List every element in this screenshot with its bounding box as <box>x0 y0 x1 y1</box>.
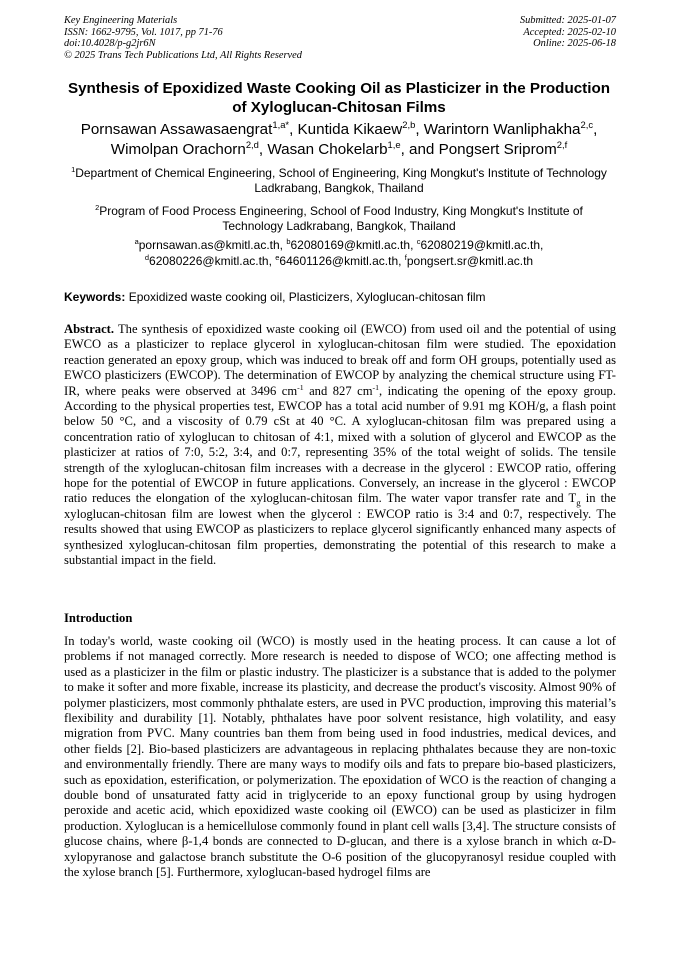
author-name: Kuntida Kikaew <box>297 121 403 138</box>
affiliation-2-marker: 2 <box>95 203 100 212</box>
introduction-text: In today's world, waste cooking oil (WCO) is mostly used in the heating process. It can cause a lot of problems if not managed correctly. More research is needed to dispose of WCO; one affecting method is used as a plasticizer in the film or plastic industry. The plasticizer is a substance that is added to the polymer to make it softer and more fixable, increase its plasticity, and decrease the product's viscosity. Almost 90% of polymer plasticizers, most commonly phthalate esters, are used in PVC production, improving this material’s flexibility and durability [1]. Notably, phthalates have poor solvent resistance, high volatility, and easy migration from PVC. Many countries ban them from being used in food industries, medical devices, and other fields [2]. Bio-based plasticizers are advantageous in replacing phthalates because they are non-toxic and environmentally friendly. There are many ways to modify oils and fats to prepare bio-based plasticizers, such as epoxidation, esterification, or polymerization. The epoxidation of WCO is the reaction of changing a double bond of unsaturated fatty acid in triglyceride to an epoxy functional group by using hydrogen peroxide and acetic acid, which epoxidized waste cooking oil (EWCO) can be used as plasticizer in film production. Xyloglucan is a hemicellulose commonly found in plant cell walls [3,4]. The structure consists of glucose chains, where β-1,4 bonds are connected to D-glucan, and there is a xylose branch in which α-D-xylopyranose and galactose branch substitute the O-6 position of the glucopyranosyl residue coupled with the xylose branch [5]. Furthermore, xyloglucan-based hydrogel films are <box>64 634 616 880</box>
affiliation-1-marker: 1 <box>71 165 76 174</box>
email-address[interactable]: 64601126@kmitl.ac.th <box>279 253 399 268</box>
email-address[interactable]: pornsawan.as@kmitl.ac.th <box>138 238 280 252</box>
copyright-line: © 2025 Trans Tech Publications Ltd, All Rights Reserved <box>64 49 302 61</box>
author-separator: , <box>258 141 268 158</box>
author-affiliation-marker: 2,c <box>580 118 594 130</box>
author-affiliation-marker: 2,f <box>556 138 568 150</box>
email-marker: b <box>286 237 291 246</box>
email-address[interactable]: 62080169@kmitl.ac.th <box>290 238 411 252</box>
author-name: Pornsawan Assawasaengrat <box>80 121 273 138</box>
doi-line: doi:10.4028/p-g2jr6N <box>64 38 156 50</box>
author-list <box>40 120 638 160</box>
email-address[interactable]: 62080219@kmitl.ac.th <box>420 238 541 252</box>
abstract-text-3: , indicating the opening of the epoxy group. According to the physical properties test, EWCOP has a total acid number of 9.91 mg KOH/g, a flash point below 50 °C, and a viscosity of 0.79 cSt at 40 °C. A xyloglucan-chitosan film was prepared using a concentration ratio of xyloglucan to chitosan of 4:1, mixed with a solution of glycerol and EWCOP as the plasticizer at ratios of 7:0, 5:2, 3:4, and 0:7, representing 35% of the total weight of solids. The tensile strength of the xyloglucan-chitosan film increases with a decrease in the glycerol : EWCOP ratio, offering hope for the potential of EWCOP in future applications. Conversely, an increase in the glycerol : EWCOP ratio reduces the elongation of the xyloglucan-chitosan film. The water vapor transfer rate and T <box>64 383 616 506</box>
email-marker: f <box>404 252 407 262</box>
email-address[interactable]: 62080226@kmitl.ac.th <box>149 253 269 268</box>
author-name: Wasan Chokelarb <box>267 141 388 158</box>
keywords-label: Keywords: <box>64 290 126 304</box>
author-affiliation-marker: 2,d <box>245 138 259 150</box>
affiliation-1 <box>64 166 614 196</box>
keywords <box>64 290 616 305</box>
author-name: Wimolpan Orachorn <box>110 141 246 158</box>
accepted-date: Accepted: 2025-02-10 <box>523 26 616 38</box>
online-date: Online: 2025-06-18 <box>533 38 616 50</box>
abstract-label: Abstract. <box>64 322 115 336</box>
author-separator: , and <box>400 141 439 158</box>
abstract-text-4: in the xyloglucan-chitosan film are lowest when the glycerol : EWCOP ratio is 3:4 and 0:7, respectively. The results showed that using EWCOP as plasticizers to replace glycerol significantly enhanced many aspects of synthesized xyloglucan-chitosan film properties, demonstrating the potential of this research to make a substantial impact in the field. <box>64 491 617 568</box>
author-separator: , <box>415 121 424 138</box>
email-separator: , <box>398 253 405 268</box>
author-affiliation-marker: 1,a* <box>272 118 290 130</box>
introduction-heading: Introduction <box>64 611 133 625</box>
email-marker: e <box>275 252 280 262</box>
email-separator: , <box>279 238 287 252</box>
abstract-sup-1: -1 <box>297 382 304 392</box>
keywords-text: Epoxidized waste cooking oil, Plasticizers, Xyloglucan-chitosan film <box>128 290 486 304</box>
email-marker: d <box>144 252 150 262</box>
journal-info <box>64 15 302 61</box>
author-separator: , <box>593 121 598 138</box>
email-separator: , <box>268 253 276 268</box>
email-separator: , <box>410 238 417 252</box>
author-name: Pongsert Sriprom <box>438 141 557 158</box>
affiliation-1-text: Department of Chemical Engineering, School of Engineering, King Mongkut's Institute of Technology Ladkrabang, Bangkok, Thailand <box>75 166 607 195</box>
author-affiliation-marker: 2,b <box>402 118 416 130</box>
publication-dates <box>520 15 616 50</box>
submitted-date: Submitted: 2025-01-07 <box>519 15 616 26</box>
author-name: Warintorn Wanliphakha <box>423 121 581 138</box>
affiliation-2 <box>64 204 614 234</box>
paper-title: Synthesis of Epoxidized Waste Cooking Oil as Plasticizer in the Production of Xyloglucan-Chitosan Films <box>67 80 611 116</box>
email-list <box>64 238 614 269</box>
journal-name: Key Engineering Materials <box>64 15 178 26</box>
author-separator: , <box>289 121 298 138</box>
abstract-text-2: and 827 cm <box>303 383 373 398</box>
abstract-sub-g: g <box>576 497 581 508</box>
author-affiliation-marker: 1,e <box>387 138 401 150</box>
issn-line: ISSN: 1662-9795, Vol. 1017, pp 71-76 <box>64 26 223 38</box>
email-marker: a <box>134 237 139 246</box>
affiliation-2-text: Program of Food Process Engineering, School of Food Industry, King Mongkut's Institute of Technology Ladkrabang, Bangkok, Thailand <box>99 204 583 233</box>
email-marker: c <box>416 237 421 246</box>
email-address[interactable]: pongsert.sr@kmitl.ac.th <box>406 253 534 268</box>
email-separator: , <box>540 238 544 252</box>
abstract-text-1: The synthesis of epoxidized waste cooking oil (EWCO) from used oil and the potential of using EWCO as a plasticizer to replace glycerol in xyloglucan-chitosan film were studied. The epoxidation reaction generated an epoxy group, which was induced to break off and form OH groups, potentially used as EWCO plasticizers (EWCOP). The determination of EWCOP by analyzing the chemical structure using FT-IR, where peaks were observed at 3496 cm <box>64 322 617 398</box>
abstract <box>64 322 616 569</box>
abstract-sup-2: -1 <box>372 382 379 392</box>
